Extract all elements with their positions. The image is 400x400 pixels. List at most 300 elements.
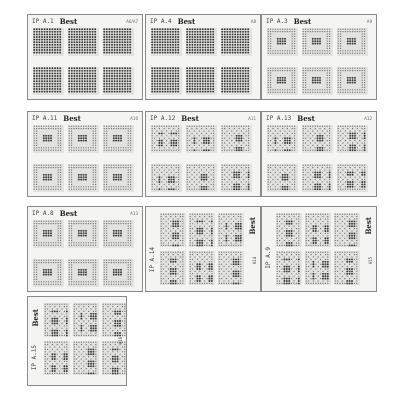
stencil-hole bbox=[69, 228, 70, 229]
stencil-hole bbox=[154, 41, 156, 43]
stencil-hole bbox=[104, 140, 105, 141]
stencil-hole bbox=[236, 183, 238, 185]
stencil-hole bbox=[317, 147, 319, 149]
stencil-hole bbox=[83, 274, 85, 276]
stencil-hole bbox=[58, 230, 59, 231]
stencil-hole bbox=[49, 88, 51, 90]
stencil-hole bbox=[115, 135, 117, 137]
stencil-hole bbox=[293, 245, 294, 246]
stencil-hole bbox=[209, 271, 210, 272]
stencil-hole bbox=[289, 31, 290, 32]
stencil-hole bbox=[166, 130, 167, 131]
stencil-hole bbox=[108, 88, 110, 90]
stencil-hole bbox=[114, 49, 116, 51]
stencil-hole bbox=[352, 142, 353, 143]
stencil-hole bbox=[191, 91, 193, 93]
stencil-hole bbox=[34, 228, 35, 229]
stencil-hole bbox=[194, 240, 195, 241]
stencil-hole bbox=[170, 280, 172, 282]
stencil-hole bbox=[277, 230, 278, 231]
stencil-hole bbox=[128, 189, 129, 190]
stencil-hole bbox=[73, 41, 75, 43]
stencil-hole bbox=[196, 174, 197, 175]
stencil-hole bbox=[43, 174, 45, 176]
stencil-hole bbox=[48, 140, 50, 142]
stencil-hole bbox=[124, 33, 126, 35]
stencil-hole bbox=[226, 283, 227, 284]
stencil-hole bbox=[312, 172, 313, 173]
stencil-hole bbox=[50, 137, 52, 139]
card-code: IP A.13 bbox=[266, 115, 292, 122]
stencil-hole bbox=[268, 50, 269, 51]
stencil-hole bbox=[224, 31, 226, 33]
stencil-hole bbox=[338, 29, 339, 30]
stencil-hole bbox=[182, 276, 183, 277]
stencil-hole bbox=[197, 52, 199, 54]
stencil-hole bbox=[170, 132, 172, 134]
stencil-hole bbox=[272, 29, 273, 30]
stencil-hole bbox=[315, 29, 316, 30]
stencil-hole bbox=[272, 89, 273, 90]
stencil-hole bbox=[293, 226, 294, 227]
stencil-hole bbox=[164, 169, 165, 170]
stencil-hole bbox=[170, 188, 172, 190]
stencil-hole bbox=[231, 167, 232, 168]
stencil-hole bbox=[161, 150, 162, 151]
stencil-hole bbox=[342, 184, 343, 185]
stencil-hole bbox=[222, 142, 223, 143]
stencil-hole bbox=[60, 150, 61, 151]
stencil-hole bbox=[275, 167, 276, 168]
stencil-hole bbox=[69, 233, 70, 234]
stencil-hole bbox=[154, 179, 155, 180]
stencil-hole bbox=[242, 83, 244, 85]
stencil-hole bbox=[51, 88, 53, 90]
stencil-hole bbox=[46, 128, 47, 129]
stencil-hole bbox=[352, 40, 354, 42]
stencil-hole bbox=[123, 284, 124, 285]
stencil-hole bbox=[235, 270, 237, 272]
stencil-hole bbox=[164, 142, 165, 143]
stencil-hole bbox=[222, 186, 223, 187]
stencil-hole bbox=[103, 44, 105, 46]
stencil-hole bbox=[219, 259, 220, 260]
stencil-hole bbox=[83, 284, 84, 285]
stencil-hole bbox=[38, 52, 40, 54]
stencil-hole bbox=[347, 38, 349, 40]
stencil-hole bbox=[197, 44, 199, 46]
stencil-hole bbox=[36, 46, 38, 48]
stencil-hole bbox=[84, 49, 86, 51]
stencil-hole bbox=[170, 230, 171, 231]
stencil-hole bbox=[317, 50, 318, 51]
stencil-hole bbox=[60, 262, 61, 263]
stencil-hole bbox=[103, 91, 105, 93]
stencil-hole bbox=[209, 261, 210, 262]
stencil-hole bbox=[238, 245, 239, 246]
stencil-hole bbox=[199, 252, 200, 253]
stencil-hole bbox=[191, 67, 193, 69]
stencil-hole bbox=[167, 28, 169, 30]
stencil-hole bbox=[357, 126, 358, 127]
stencil-hole bbox=[277, 218, 278, 219]
stencil-hole bbox=[93, 272, 94, 273]
stencil-hole bbox=[289, 240, 290, 241]
stencil-hole bbox=[226, 75, 228, 77]
stencil-hole bbox=[194, 252, 195, 253]
stencil-hole bbox=[308, 216, 309, 217]
stencil-hole bbox=[182, 218, 183, 219]
stencil-hole bbox=[345, 186, 346, 187]
stencil-hole bbox=[319, 43, 321, 45]
stencil-hole bbox=[197, 46, 199, 48]
stencil-hole bbox=[116, 91, 118, 93]
stencil-hole bbox=[108, 281, 109, 282]
stencil-hole bbox=[167, 91, 169, 93]
card-model: A13 bbox=[130, 210, 138, 216]
stencil-hole bbox=[286, 223, 288, 225]
stencil-hole bbox=[127, 36, 129, 38]
stencil-hole bbox=[177, 83, 179, 85]
stencil-hole bbox=[305, 43, 306, 44]
stencil-hole bbox=[338, 135, 339, 136]
stencil-hole bbox=[349, 218, 350, 219]
stencil-hole bbox=[125, 150, 126, 151]
stencil-hole bbox=[95, 245, 96, 246]
stencil-hole bbox=[345, 181, 346, 182]
stencil-hole bbox=[175, 230, 176, 231]
stencil-hole bbox=[353, 223, 355, 225]
stencil-hole bbox=[231, 126, 232, 127]
stencil-hole bbox=[327, 214, 328, 215]
stencil-hole bbox=[350, 29, 351, 30]
stencil-hole bbox=[76, 83, 78, 85]
stencil-hole bbox=[194, 256, 195, 257]
stencil-hole bbox=[199, 268, 201, 270]
stencil-hole bbox=[128, 186, 129, 187]
stencil-hole bbox=[68, 88, 70, 90]
stencil-hole bbox=[60, 240, 61, 241]
stencil-hole bbox=[59, 85, 61, 87]
stencil-hole bbox=[93, 260, 94, 261]
stencil-hole bbox=[164, 41, 166, 43]
stencil-hole bbox=[172, 85, 174, 87]
stencil-hole bbox=[170, 245, 171, 246]
stencil-hole bbox=[288, 244, 290, 246]
stencil-hole bbox=[173, 179, 175, 181]
stencil-hole bbox=[362, 128, 363, 129]
stencil-hole bbox=[81, 36, 83, 38]
stencil-hole bbox=[199, 266, 201, 268]
stencil-hole bbox=[113, 242, 114, 243]
stencil-hole bbox=[118, 189, 119, 190]
stencil-hole bbox=[168, 259, 169, 260]
stencil-hole bbox=[113, 223, 114, 224]
stencil-hole bbox=[76, 223, 77, 224]
stencil-hole bbox=[83, 230, 85, 232]
stencil-hole bbox=[34, 179, 35, 180]
stencil-hole bbox=[177, 70, 179, 72]
stencil-hole bbox=[106, 85, 108, 87]
stencil-hole bbox=[291, 223, 293, 225]
stencil-hole bbox=[85, 271, 87, 273]
stencil-hole bbox=[34, 240, 35, 241]
stencil-hole bbox=[191, 70, 193, 72]
stencil-hole bbox=[170, 268, 172, 270]
stencil-hole bbox=[164, 46, 166, 48]
stencil-hole bbox=[36, 279, 37, 280]
stencil-hole bbox=[175, 39, 177, 41]
stencil-hole bbox=[364, 126, 365, 127]
stencil-hole bbox=[228, 266, 229, 267]
stencil-hole bbox=[168, 188, 170, 190]
stencil-hole bbox=[231, 278, 232, 279]
stencil-hole bbox=[69, 181, 70, 182]
stencil-hole bbox=[211, 218, 212, 219]
stencil-hole bbox=[248, 142, 249, 143]
stencil-hole bbox=[197, 36, 199, 38]
stencil-hole bbox=[234, 36, 236, 38]
stencil-hole bbox=[294, 177, 295, 178]
stencil-hole bbox=[104, 133, 105, 134]
stencil-hole bbox=[213, 181, 214, 182]
stencil-hole bbox=[171, 172, 172, 173]
stencil-hole bbox=[199, 130, 200, 131]
stencil-hole bbox=[312, 130, 313, 131]
stencil-hole bbox=[76, 245, 77, 246]
stencil-hole bbox=[288, 242, 290, 244]
stencil-hole bbox=[243, 128, 244, 129]
stencil-hole bbox=[310, 68, 311, 69]
stencil-hole bbox=[151, 36, 153, 38]
stencil-hole bbox=[36, 235, 37, 236]
stencil-hole bbox=[305, 150, 306, 151]
stencil-hole bbox=[199, 232, 201, 234]
stencil-hole bbox=[116, 85, 118, 87]
stencil-hole bbox=[114, 52, 116, 54]
stencil-hole bbox=[347, 214, 348, 215]
stencil-hole bbox=[235, 275, 237, 277]
stencil-hole bbox=[69, 260, 70, 261]
stencil-hole bbox=[46, 39, 48, 41]
stencil-hole bbox=[268, 130, 269, 131]
stencil-hole bbox=[239, 75, 241, 77]
stencil-hole bbox=[342, 133, 343, 134]
stencil-hole bbox=[224, 147, 225, 148]
stencil-hole bbox=[60, 223, 61, 224]
stencil-hole bbox=[95, 165, 96, 166]
stencil-hole bbox=[306, 245, 307, 246]
stencil-hole bbox=[73, 260, 74, 261]
stencil-hole bbox=[36, 88, 38, 90]
stencil-hole bbox=[294, 184, 295, 185]
stencil-hole bbox=[209, 283, 210, 284]
stencil-hole bbox=[116, 221, 117, 222]
stencil-hole bbox=[58, 284, 59, 285]
stencil-hole bbox=[221, 72, 223, 74]
stencil-hole bbox=[34, 272, 35, 273]
stencil-hole bbox=[197, 31, 199, 33]
stencil-hole bbox=[173, 214, 174, 215]
stencil-hole bbox=[296, 238, 297, 239]
stencil-hole bbox=[44, 44, 46, 46]
stencil-hole bbox=[313, 221, 314, 222]
stencil-hole bbox=[282, 53, 283, 54]
stencil-hole bbox=[233, 226, 234, 227]
stencil-hole bbox=[36, 75, 38, 77]
stencil-hole bbox=[127, 41, 129, 43]
stencil-hole bbox=[319, 70, 320, 71]
stencil-hole bbox=[170, 261, 172, 263]
stencil-hole bbox=[327, 87, 328, 88]
stencil-hole bbox=[130, 172, 131, 173]
stencil-hole bbox=[306, 216, 307, 217]
stencil-hole bbox=[292, 142, 293, 143]
stencil-hole bbox=[354, 126, 355, 127]
stencil-hole bbox=[115, 179, 117, 181]
stencil-hole bbox=[234, 67, 236, 69]
stencil-hole bbox=[338, 41, 339, 42]
stencil-hole bbox=[59, 88, 61, 90]
stencil-hole bbox=[196, 189, 197, 190]
stencil-hole bbox=[191, 28, 193, 30]
stencil-hole bbox=[172, 270, 174, 272]
stencil-hole bbox=[41, 221, 42, 222]
stencil-hole bbox=[121, 46, 123, 48]
stencil-hole bbox=[338, 142, 339, 143]
stencil-hole bbox=[164, 33, 166, 35]
stencil-hole bbox=[124, 67, 126, 69]
stencil-hole bbox=[235, 237, 237, 239]
stencil-hole bbox=[322, 31, 323, 32]
stencil-hole bbox=[340, 50, 341, 51]
stencil-hole bbox=[128, 128, 129, 129]
stencil-hole bbox=[123, 186, 124, 187]
stencil-hole bbox=[167, 85, 169, 87]
stencil-hole bbox=[284, 40, 286, 42]
stencil-hole bbox=[114, 41, 116, 43]
stencil-hole bbox=[356, 216, 357, 217]
stencil-hole bbox=[284, 174, 286, 176]
stencil-hole bbox=[129, 83, 131, 85]
stencil-hole bbox=[324, 138, 325, 139]
stencil-hole bbox=[178, 126, 179, 127]
stencil-hole bbox=[128, 279, 129, 280]
stencil-hole bbox=[128, 262, 129, 263]
stencil-hole bbox=[43, 230, 45, 232]
stencil-hole bbox=[43, 242, 44, 243]
stencil-hole bbox=[54, 31, 56, 33]
stencil-hole bbox=[337, 216, 338, 217]
stencil-hole bbox=[163, 238, 164, 239]
stencil-hole bbox=[164, 31, 166, 33]
stencil-hole bbox=[310, 50, 311, 51]
stencil-hole bbox=[277, 142, 278, 143]
stencil-hole bbox=[192, 214, 193, 215]
stencil-hole bbox=[88, 186, 89, 187]
stencil-hole bbox=[164, 78, 166, 80]
stencil-hole bbox=[210, 70, 212, 72]
stencil-hole bbox=[288, 230, 290, 232]
stencil-hole bbox=[73, 150, 74, 151]
stencil-hole bbox=[294, 50, 295, 51]
stencil-hole bbox=[162, 46, 164, 48]
stencil-hole bbox=[222, 133, 223, 134]
stencil-hole bbox=[234, 52, 236, 54]
stencil-hole bbox=[159, 138, 160, 139]
stencil-hole bbox=[340, 189, 341, 190]
stencil-hole bbox=[329, 36, 330, 37]
stencil-hole bbox=[223, 261, 224, 262]
stencil-hole bbox=[116, 33, 118, 35]
stencil-hole bbox=[354, 177, 355, 178]
stencil-hole bbox=[292, 87, 293, 88]
stencil-panel bbox=[218, 251, 244, 285]
stencil-hole bbox=[207, 33, 209, 35]
stencil-hole bbox=[48, 221, 49, 222]
stencil-hole bbox=[116, 260, 117, 261]
stencil-hole bbox=[164, 44, 166, 46]
stencil-hole bbox=[34, 177, 35, 178]
stencil-hole bbox=[242, 46, 244, 48]
stencil-hole bbox=[239, 72, 241, 74]
stencil-hole bbox=[159, 44, 161, 46]
stencil-hole bbox=[161, 280, 162, 281]
stencil-hole bbox=[196, 263, 198, 265]
stencil-hole bbox=[338, 165, 339, 166]
stencil-hole bbox=[103, 78, 105, 80]
stencil-hole bbox=[362, 80, 363, 81]
stencil-hole bbox=[106, 80, 108, 82]
stencil-hole bbox=[43, 165, 44, 166]
stencil-hole bbox=[58, 179, 59, 180]
stencil-hole bbox=[104, 274, 105, 275]
stencil-hole bbox=[95, 223, 96, 224]
stencil-hole bbox=[44, 52, 46, 54]
stencil-hole bbox=[324, 126, 325, 127]
stencil-hole bbox=[199, 135, 200, 136]
stencil-hole bbox=[111, 33, 113, 35]
stencil-hole bbox=[164, 49, 166, 51]
stencil-hole bbox=[38, 91, 40, 93]
stencil-hole bbox=[36, 165, 37, 166]
stencil-hole bbox=[115, 269, 117, 271]
stencil-hole bbox=[226, 91, 228, 93]
stencil-hole bbox=[50, 221, 51, 222]
stencil-panel bbox=[218, 213, 244, 247]
stencil-hole bbox=[213, 165, 214, 166]
stencil-hole bbox=[287, 128, 288, 129]
stencil-hole bbox=[310, 128, 311, 129]
stencil-hole bbox=[123, 245, 124, 246]
stencil-hole bbox=[240, 268, 241, 269]
stencil-hole bbox=[83, 179, 85, 181]
stencil-hole bbox=[324, 225, 326, 227]
stencil-hole bbox=[151, 75, 153, 77]
stencil-hole bbox=[194, 49, 196, 51]
stencil-hole bbox=[182, 273, 183, 274]
stencil-hole bbox=[231, 254, 232, 255]
stencil-hole bbox=[170, 144, 172, 146]
stencil-hole bbox=[308, 214, 309, 215]
stencil-hole bbox=[36, 150, 37, 151]
stencil-hole bbox=[128, 181, 129, 182]
stencil-hole bbox=[204, 91, 206, 93]
stencil-hole bbox=[325, 245, 326, 246]
stencil-hole bbox=[292, 31, 293, 32]
stencil-hole bbox=[104, 186, 105, 187]
stencil-hole bbox=[48, 235, 50, 237]
